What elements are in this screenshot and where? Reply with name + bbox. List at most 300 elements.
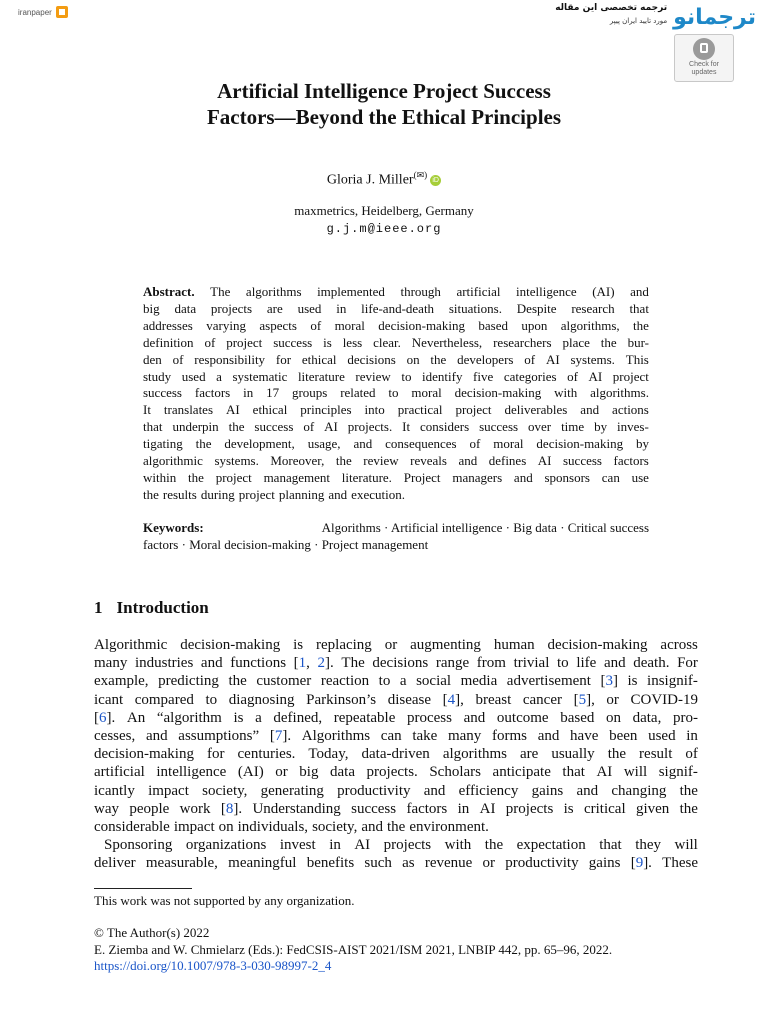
word: success <box>143 385 182 401</box>
word: decision-making <box>94 746 194 763</box>
word: with <box>554 385 578 401</box>
word: factors <box>406 800 448 817</box>
word: review <box>363 453 399 469</box>
word: is <box>563 800 574 817</box>
word: literature <box>297 368 345 384</box>
word: defines <box>488 453 527 469</box>
word: [9]. <box>630 855 652 872</box>
word: inves- <box>617 419 649 435</box>
word: on <box>218 819 234 836</box>
paper-title <box>0 78 768 130</box>
word: Algorithms <box>301 728 371 745</box>
body-line <box>94 654 698 672</box>
word: changing <box>611 782 667 799</box>
word: [6]. <box>94 709 116 726</box>
word: and <box>458 453 478 469</box>
author-email[interactable]: g.j.m@ieee.org <box>326 222 442 236</box>
word: is <box>293 637 304 653</box>
word: to <box>388 385 399 401</box>
word: reaction <box>320 673 370 690</box>
word: projects. <box>347 419 393 435</box>
word: factors <box>613 453 649 469</box>
keywords <box>143 519 649 553</box>
word: algorithms <box>442 746 507 763</box>
word: and <box>328 486 348 502</box>
word: success <box>562 453 602 469</box>
word: gains <box>531 782 564 799</box>
word: during <box>200 486 235 502</box>
word: deliverables <box>504 402 568 418</box>
orcid-icon[interactable]: iD <box>430 175 441 186</box>
word: of <box>567 368 578 384</box>
word: in <box>329 837 341 854</box>
word: society, <box>202 782 248 799</box>
word: and <box>200 655 223 672</box>
abstract-line <box>143 369 649 386</box>
word: are <box>520 746 539 763</box>
body-line <box>94 709 698 727</box>
check-for-updates-button[interactable] <box>674 34 734 82</box>
word: a <box>255 709 262 726</box>
word: in <box>243 385 254 401</box>
word: study <box>143 368 172 384</box>
word: repeatable <box>333 709 396 726</box>
abstract-line <box>143 436 649 453</box>
body-line <box>94 745 698 763</box>
word: to <box>205 691 218 708</box>
word: AI <box>354 837 371 854</box>
word: Understanding <box>252 800 341 817</box>
word: systematic <box>232 368 288 384</box>
word: data <box>330 764 355 781</box>
word: used <box>648 728 676 745</box>
word: project <box>215 469 252 485</box>
word: Nevertheless, <box>411 334 483 350</box>
word: on <box>406 351 420 367</box>
word: intelligence <box>156 764 227 781</box>
body-line <box>94 800 698 818</box>
word: tigating <box>143 436 183 452</box>
word: and <box>353 436 373 452</box>
word: media <box>460 673 498 690</box>
word: management <box>263 469 330 485</box>
abstract <box>143 284 649 504</box>
word: less <box>342 334 363 350</box>
word: and <box>580 402 600 418</box>
word: categories <box>503 368 557 384</box>
word: or <box>482 855 496 872</box>
footnote: This work was not supported by any organization. <box>94 893 355 908</box>
abstract-line <box>143 352 649 369</box>
word: It <box>402 419 411 435</box>
word: (AI) <box>592 284 615 299</box>
word: execution. <box>351 486 405 502</box>
word: to <box>378 673 391 690</box>
word: critical <box>583 800 626 817</box>
title-line-2: Factors—Beyond the Ethical Principles <box>206 105 562 129</box>
word: groups <box>291 385 328 401</box>
word: big <box>143 300 160 316</box>
word: success <box>351 800 397 817</box>
word: [7]. <box>269 728 292 745</box>
word: the <box>679 782 698 799</box>
word: across <box>660 637 698 653</box>
body-line <box>94 782 698 800</box>
word: Algorithmic <box>94 637 168 653</box>
word: within <box>143 469 177 485</box>
word: [8]. <box>220 800 243 817</box>
word: benefits <box>306 855 355 872</box>
word: deliver <box>94 855 136 872</box>
keywords-line-2 <box>143 536 649 553</box>
word: life-and-death <box>361 300 435 316</box>
word: they <box>635 837 662 854</box>
word: the <box>679 800 698 817</box>
word: many <box>94 655 128 672</box>
word: data-driven <box>361 746 430 763</box>
word: the <box>484 837 504 854</box>
word: decisions <box>372 655 429 672</box>
word: process <box>407 709 452 726</box>
word: An <box>126 709 146 726</box>
word: decision-making <box>378 317 465 333</box>
word: meaningful <box>228 855 297 872</box>
word: and <box>576 782 599 799</box>
word: den <box>143 351 162 367</box>
word: Parkinson’s <box>306 691 377 708</box>
word: to <box>557 655 569 672</box>
translation-offer-text: ترجمه تخصصی این مقاله <box>555 3 668 13</box>
word: and <box>423 782 446 799</box>
word: moral <box>411 385 442 401</box>
word: is <box>233 709 244 726</box>
word: can <box>601 469 620 485</box>
crossmark-icon <box>693 38 715 60</box>
word: bur- <box>627 334 649 350</box>
word: The <box>341 655 365 672</box>
word: impact <box>148 782 189 799</box>
word: systems. <box>214 453 259 469</box>
word: translates <box>163 402 214 418</box>
word: defined, <box>273 709 323 726</box>
word: Sponsoring <box>104 837 173 854</box>
title-line-1: Artificial Intelligence Project Success <box>217 79 551 103</box>
word: AI <box>324 419 338 435</box>
word: organizations <box>185 837 267 854</box>
word: data <box>174 300 197 316</box>
word: success <box>479 419 519 435</box>
word: big <box>299 764 319 781</box>
word: by <box>635 436 649 452</box>
word: AI <box>537 453 552 469</box>
word: a <box>216 368 222 384</box>
word: the <box>600 334 617 350</box>
word: functions <box>230 655 287 672</box>
word: of <box>303 419 315 435</box>
word: into <box>364 402 385 418</box>
word: data, <box>632 709 662 726</box>
word: revenue <box>424 855 473 872</box>
word: projects <box>505 800 554 817</box>
word: of <box>469 436 481 452</box>
word: of <box>310 317 322 333</box>
translation-banner-text <box>555 3 667 25</box>
keywords-list-2: factors · Moral decision-making · Project management <box>143 537 429 552</box>
word: range <box>435 655 470 672</box>
keywords-label: Keywords: <box>143 520 204 535</box>
word: actions <box>612 402 649 418</box>
doi-link[interactable]: https://doi.org/10.1007/978-3-030-98997-2_4 <box>94 958 332 973</box>
word: development, <box>224 436 295 452</box>
word: breast <box>475 691 512 708</box>
word: the <box>195 436 212 452</box>
word: planning <box>278 486 325 502</box>
word: or <box>384 637 398 653</box>
word: ethical <box>252 402 288 418</box>
word: definition <box>143 334 194 350</box>
word: decision-making <box>454 385 542 401</box>
word: customer <box>256 673 312 690</box>
word: projects <box>383 837 432 854</box>
word: been <box>609 728 638 745</box>
word: of <box>524 351 536 367</box>
translation-approval-text: مورد تایید ایران پیپر <box>609 17 668 25</box>
word: in <box>457 800 470 817</box>
word: place <box>562 334 590 350</box>
word: the <box>228 419 245 435</box>
word: clear. <box>373 334 401 350</box>
abstract-line <box>143 335 649 352</box>
word: [3] <box>600 673 618 690</box>
translation-banner[interactable] <box>555 3 756 29</box>
word: forms <box>492 728 527 745</box>
body-line <box>94 818 698 836</box>
word: in <box>336 300 347 316</box>
word: implemented <box>317 284 385 299</box>
check-for-updates-label-1: Check for <box>689 61 719 68</box>
word: are <box>266 300 283 316</box>
word: trivial <box>513 655 550 672</box>
word: industries <box>134 655 194 672</box>
word: (AI) <box>237 764 264 781</box>
word: varying <box>206 317 246 333</box>
word: AI <box>596 764 613 781</box>
body-line <box>94 691 698 709</box>
word: human <box>493 637 535 653</box>
word: Despite <box>516 300 557 316</box>
word: based <box>560 709 595 726</box>
word: considerable <box>94 819 170 836</box>
word: responsibility <box>194 351 266 367</box>
word: social <box>416 673 452 690</box>
body-line <box>94 636 698 654</box>
affiliation: maxmetrics, Heidelberg, Germany <box>294 203 474 218</box>
iranpaper-logo[interactable] <box>18 5 69 19</box>
word: algorithms <box>245 284 302 299</box>
word: outcome <box>496 709 549 726</box>
word: result <box>639 746 673 763</box>
word: by <box>594 419 608 435</box>
word: and <box>361 819 383 836</box>
word: invest <box>279 837 316 854</box>
author-name: Gloria J. Miller <box>326 172 414 188</box>
word: AI <box>225 402 240 418</box>
tarjomano-logo: ترجمانو <box>673 5 756 30</box>
word: impact <box>173 819 215 836</box>
word: 2]. <box>317 655 334 672</box>
word: disease <box>387 691 432 708</box>
word: artificial <box>94 764 145 781</box>
word: projects <box>210 300 253 316</box>
word: artificial <box>456 284 501 299</box>
word: to <box>401 368 412 384</box>
word: project <box>455 402 492 418</box>
word: sponsors <box>544 469 590 485</box>
word: society, <box>312 819 358 836</box>
word: insignif- <box>647 673 698 690</box>
word: with <box>444 837 472 854</box>
word: literature. <box>341 469 392 485</box>
word: upon <box>521 317 548 333</box>
word: project <box>238 486 275 502</box>
iranpaper-mark-icon <box>55 5 69 19</box>
word: and <box>537 728 560 745</box>
word: environment. <box>409 819 489 836</box>
keywords-list-1: Algorithms · Artificial intelligence · Big data · Critical success <box>321 520 649 535</box>
word: the <box>228 673 247 690</box>
word: the <box>387 819 406 836</box>
body-line <box>94 763 698 781</box>
word: decisions <box>347 351 396 367</box>
word: efficiency <box>458 782 519 799</box>
word: [5], <box>573 691 595 708</box>
word: pro- <box>672 709 698 726</box>
body-text <box>94 636 698 873</box>
body-line <box>94 854 698 872</box>
word: given <box>635 800 670 817</box>
word: research <box>571 300 615 316</box>
footnote-divider <box>94 888 192 889</box>
word: through <box>400 284 441 299</box>
word: Moreover, <box>270 453 325 469</box>
word: generating <box>260 782 324 799</box>
word: and <box>603 655 626 672</box>
word: principles <box>300 402 352 418</box>
word: the <box>633 317 649 333</box>
word: expectation <box>516 837 586 854</box>
corresponding-author-mark: (✉) <box>413 170 428 180</box>
abstract-line <box>143 402 649 419</box>
word: algorithms, <box>560 317 620 333</box>
word: success <box>273 334 313 350</box>
abstract-line <box>143 385 649 402</box>
word: situations. <box>448 300 502 316</box>
section-title: Introduction <box>116 598 209 617</box>
word: as <box>402 855 415 872</box>
word: icantly <box>94 782 135 799</box>
word: augmenting <box>410 637 481 653</box>
word: Project <box>403 469 441 485</box>
word: usage, <box>307 436 341 452</box>
section-number: 1 <box>94 598 103 617</box>
copyright-block <box>94 925 612 975</box>
word: results <box>162 486 197 502</box>
word: decision-making <box>180 637 281 653</box>
word: systems. <box>570 351 615 367</box>
word: and <box>630 284 649 299</box>
word: death. <box>633 655 670 672</box>
word: [1, <box>293 655 310 672</box>
word: reveals <box>410 453 447 469</box>
word: life <box>576 655 597 672</box>
section-heading <box>94 598 209 618</box>
word: For <box>677 655 698 672</box>
word: replacing <box>316 637 372 653</box>
word: COVID-19 <box>630 691 698 708</box>
word: This <box>625 351 649 367</box>
word: way <box>94 800 119 817</box>
word: five <box>473 368 494 384</box>
abstract-line <box>143 487 649 504</box>
word: underpin <box>172 419 219 435</box>
word: researchers <box>493 334 552 350</box>
citation-line: E. Ziemba and W. Chmielarz (Eds.): FedCSIS-AIST 2021/ISM 2021, LNBIP 442, pp. 65–96, 2022. <box>94 941 613 957</box>
word: and <box>513 469 533 485</box>
word: project <box>226 334 263 350</box>
word: decision-making <box>536 436 624 452</box>
word: AI <box>588 368 603 384</box>
word: ethical <box>301 351 337 367</box>
word: considers <box>420 419 470 435</box>
word: over <box>528 419 552 435</box>
word: of <box>204 334 216 350</box>
word: assumptions” <box>178 728 260 745</box>
word: the <box>188 469 204 485</box>
word: addresses <box>143 317 193 333</box>
word: from <box>476 655 506 672</box>
abstract-line <box>143 453 649 470</box>
word: is <box>323 334 332 350</box>
word: [4], <box>442 691 464 708</box>
word: AI <box>479 800 496 817</box>
word: that <box>143 419 163 435</box>
word: gains <box>588 855 621 872</box>
word: moral <box>334 317 365 333</box>
keywords-line-1 <box>143 519 649 536</box>
word: time <box>561 419 585 435</box>
word: individuals, <box>237 819 309 836</box>
word: algorithms. <box>590 385 649 401</box>
word: and <box>145 728 168 745</box>
word: These <box>662 855 698 872</box>
word: the <box>607 746 627 763</box>
iranpaper-logo-text: iranpaper <box>18 7 52 17</box>
word: AI <box>545 351 560 367</box>
word: related <box>340 385 376 401</box>
word: in <box>686 728 698 745</box>
word: people <box>129 800 170 817</box>
word: decision-making <box>547 637 648 653</box>
word: 17 <box>266 385 280 401</box>
word: take <box>412 728 438 745</box>
word: usually <box>551 746 595 763</box>
word: measurable, <box>145 855 218 872</box>
word: and <box>463 709 486 726</box>
word: projects. <box>366 764 418 781</box>
word: will <box>623 764 648 781</box>
word: the <box>335 453 352 469</box>
abstract-label: Abstract. <box>143 284 195 299</box>
